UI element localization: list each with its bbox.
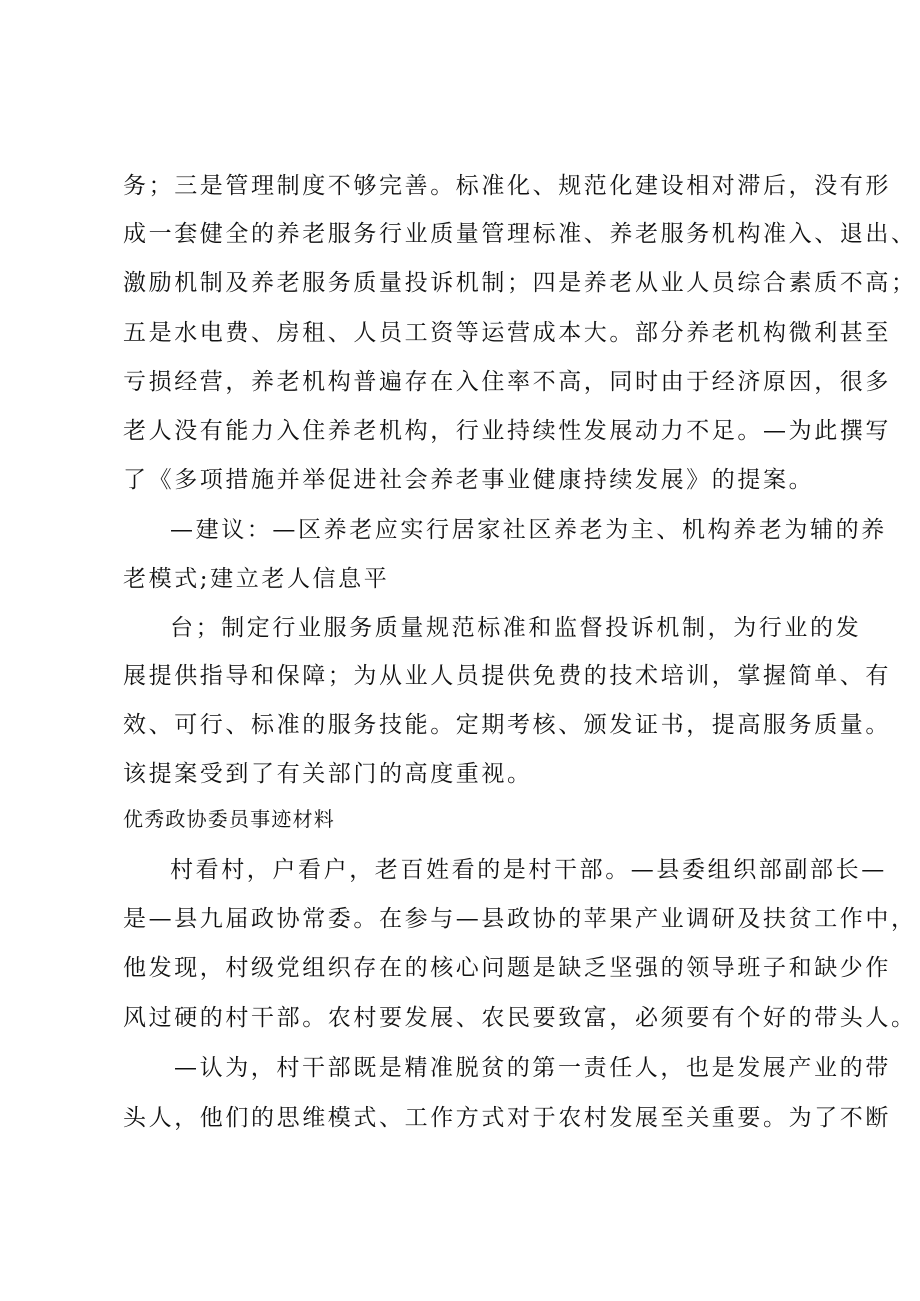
text-line: 展提供指导和保障；为从业人员提供免费的技术培训，掌握简单、有 [123, 663, 891, 689]
text-line: 亏损经营，养老机构普遍存在入住率不高，同时由于经济原因，很多 [123, 369, 891, 395]
text-line: 成一套健全的养老服务行业质量管理标准、养老服务机构准入、退出、 [123, 221, 917, 247]
text-line: 是—县九届政协常委。在参与—县政协的苹果产业调研及扶贫工作中， [123, 906, 917, 932]
paragraph-start-line: —认为，村干部既是精准脱贫的第一责任人，也是发展产业的带 [174, 1055, 891, 1081]
text-line: 了《多项措施并举促进社会养老事业健康持续发展》的提案。 [123, 467, 815, 493]
text-line: 激励机制及养老服务质量投诉机制；四是养老从业人员综合素质不高； [123, 270, 917, 296]
text-line: 头人，他们的思维模式、工作方式对于农村发展至关重要。为了不断 [123, 1105, 891, 1131]
text-line: 务；三是管理制度不够完善。标准化、规范化建设相对滞后，没有形 [123, 173, 891, 199]
text-line: 老人没有能力入住养老机构，行业持续性发展动力不足。—为此撰写 [123, 418, 891, 444]
paragraph-start-line: 村看村，户看户，老百姓看的是村干部。—县委组织部副部长— [170, 857, 887, 883]
text-line: 风过硬的村干部。农村要发展、农民要致富，必须要有个好的带头人。 [123, 1005, 917, 1031]
text-line: 五是水电费、房租、人员工资等运营成本大。部分养老机构微利甚至 [123, 320, 891, 346]
section-heading: 优秀政协委员事迹材料 [123, 807, 335, 831]
text-line: 老模式;建立老人信息平 [123, 566, 390, 592]
paragraph-start-line: 台；制定行业服务质量规范标准和监督投诉机制，为行业的发 [170, 615, 862, 641]
text-line: 他发现，村级党组织存在的核心问题是缺乏坚强的领导班子和缺少作 [123, 955, 891, 981]
text-line: 该提案受到了有关部门的高度重视。 [123, 761, 533, 787]
paragraph-start-line: —建议：—区养老应实行居家社区养老为主、机构养老为辅的养 [170, 517, 887, 543]
text-line: 效、可行、标准的服务技能。定期考核、颁发证书，提高服务质量。 [123, 712, 891, 738]
